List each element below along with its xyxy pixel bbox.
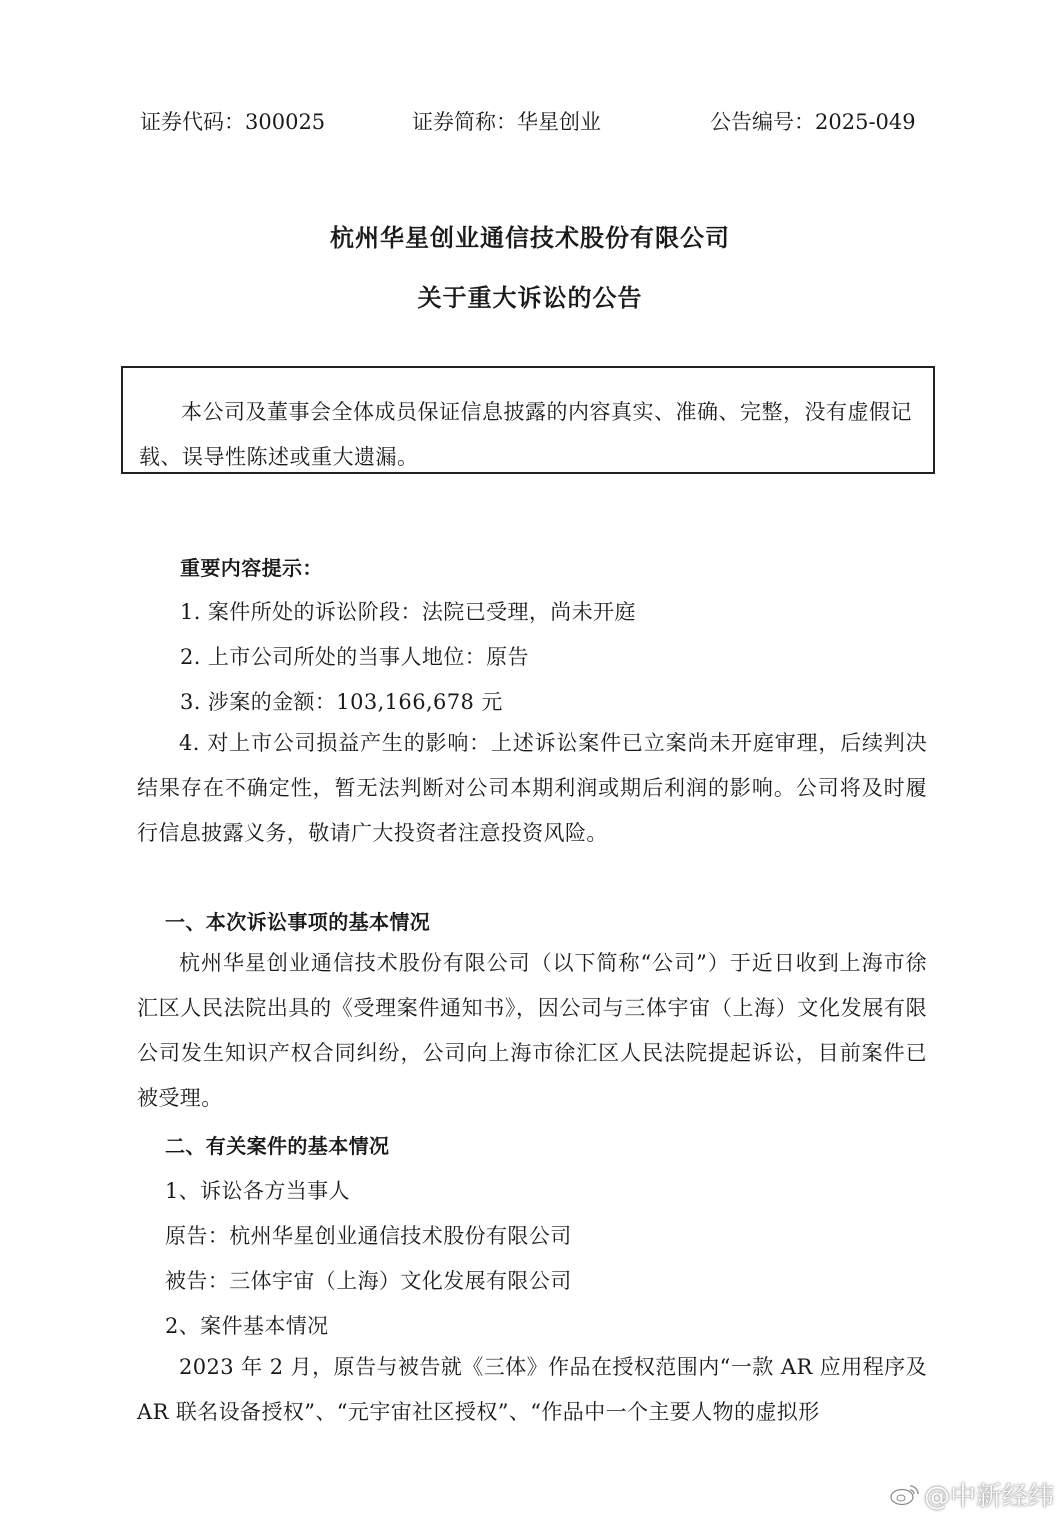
header-row bbox=[140, 106, 920, 140]
announcement-number: 公告编号：2025-049 bbox=[710, 110, 916, 134]
company-title: 杭州华星创业通信技术股份有限公司 bbox=[330, 224, 730, 252]
section1-heading: 一、本次诉讼事项的基本情况 bbox=[165, 910, 431, 934]
section1-body: 杭州华星创业通信技术股份有限公司（以下简称“公司”）于近日收到上海市徐汇区人民法院出具的《受理案件通知书》，因公司与三体宇宙（上海）文化发展有限公司发生知识产权合同纠纷，公司向上海市徐汇区人民法院提起诉讼，目前案件已被受理。 bbox=[137, 951, 927, 1110]
stock-code: 证券代码：300025 bbox=[140, 110, 326, 134]
disclosure-notice-text: 本公司及董事会全体成员保证信息披露的内容真实、准确、完整，没有虚假记载、误导性陈述或重大遗漏。 bbox=[139, 400, 912, 469]
highlight-item-2: 2. 上市公司所处的当事人地位：原告 bbox=[180, 645, 529, 669]
section2-heading: 二、有关案件的基本情况 bbox=[165, 1134, 390, 1158]
disclosure-notice-box bbox=[121, 366, 935, 474]
source-watermark bbox=[890, 1474, 1054, 1514]
stock-name: 证券简称：华星创业 bbox=[412, 110, 601, 134]
section2-sub-parties: 1、诉讼各方当事人 bbox=[165, 1179, 350, 1203]
highlights-heading: 重要内容提示： bbox=[180, 556, 323, 580]
defendant-line: 被告：三体宇宙（上海）文化发展有限公司 bbox=[165, 1269, 572, 1293]
watermark-text: @中新经纬 bbox=[924, 1481, 1055, 1512]
announcement-subject: 关于重大诉讼的公告 bbox=[417, 284, 643, 312]
highlight-item-3: 3. 涉案的金额：103,166,678 元 bbox=[180, 690, 503, 714]
section2-body: 2023 年 2 月，原告与被告就《三体》作品在授权范围内“一款 AR 应用程序及 AR 联名设备授权”、“元宇宙社区授权”、“作品中一个主要人物的虚拟形 bbox=[137, 1355, 927, 1424]
highlight-item-4: 4. 对上市公司损益产生的影响：上述诉讼案件已立案尚未开庭审理，后续判决结果存在不确定性，暂无法判断对公司本期利润或期后利润的影响。公司将及时履行信息披露义务，敬请广大投资者注意投资风险。 bbox=[137, 731, 927, 845]
section2-sub-case: 2、案件基本情况 bbox=[165, 1314, 329, 1338]
highlight-item-1: 1. 案件所处的诉讼阶段：法院已受理，尚未开庭 bbox=[180, 600, 636, 624]
plaintiff-line: 原告：杭州华星创业通信技术股份有限公司 bbox=[165, 1224, 572, 1248]
weibo-logo-icon bbox=[890, 1482, 920, 1506]
